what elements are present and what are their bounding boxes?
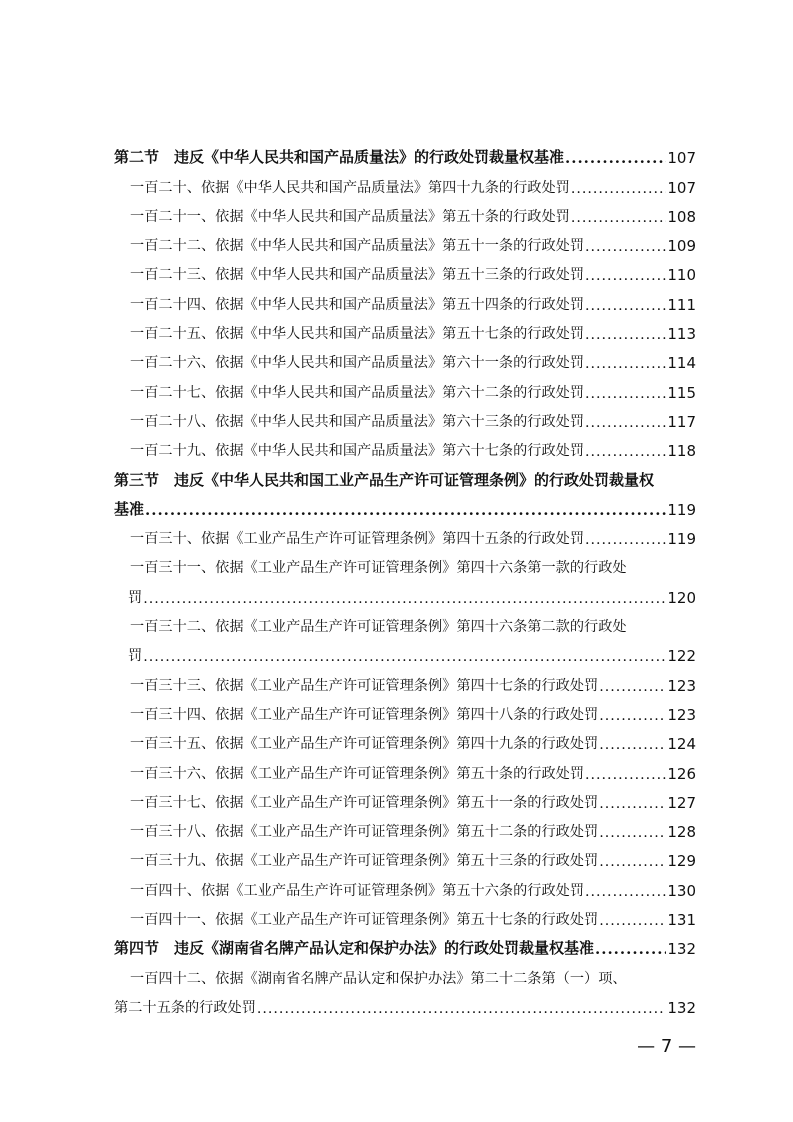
leader-dots bbox=[585, 298, 666, 314]
toc-entry-142-line2[interactable]: 第二十五条的行政处罚 ..... 132 bbox=[114, 988, 696, 1017]
page-ref: 128 bbox=[667, 823, 696, 842]
toc-entry[interactable]: 一百二十九、依据《中华人民共和国产品质量法》第六十七条的行政处罚 ..... 118 bbox=[114, 431, 696, 460]
page-ref: 111 bbox=[667, 295, 696, 314]
toc-section-3-line1[interactable]: 第三节 违反《中华人民共和国工业产品生产许可证管理条例》的行政处罚裁量权 bbox=[114, 470, 655, 489]
page-ref: 126 bbox=[667, 764, 696, 783]
toc-entry[interactable]: 一百三十、依据《工业产品生产许可证管理条例》第四十五条的行政处罚 ..... 119 bbox=[114, 519, 696, 548]
toc-entry[interactable]: 一百三十四、依据《工业产品生产许可证管理条例》第四十八条的行政处罚 ..... 123 bbox=[114, 695, 696, 724]
toc-entry-131-line2[interactable]: 罚 ..... 120 bbox=[114, 577, 696, 606]
page-ref: 109 bbox=[667, 237, 696, 256]
leader-dots bbox=[599, 796, 666, 812]
toc-entry[interactable]: 一百三十三、依据《工业产品生产许可证管理条例》第四十七条的行政处罚 ..... 123 bbox=[114, 665, 696, 694]
page-ref: 127 bbox=[667, 793, 696, 812]
page-ref: 118 bbox=[667, 442, 696, 461]
page-ref: 119 bbox=[667, 530, 696, 549]
leader-dots bbox=[595, 940, 666, 958]
leader-dots bbox=[585, 386, 666, 402]
page-ref: 107 bbox=[667, 178, 696, 197]
toc-entry-132-line2[interactable]: 罚 ..... 122 bbox=[114, 636, 696, 665]
leader-dots bbox=[585, 327, 666, 343]
leader-dots bbox=[585, 268, 666, 284]
toc-entry[interactable]: 一百二十三、依据《中华人民共和国产品质量法》第五十三条的行政处罚 ..... 110 bbox=[114, 255, 696, 284]
toc-section-heading[interactable]: 第二节 违反《中华人民共和国产品质量法》的行政处罚裁量权基准 ..... 107 bbox=[114, 138, 696, 167]
toc-entry[interactable]: 一百二十六、依据《中华人民共和国产品质量法》第六十一条的行政处罚 ..... 114 bbox=[114, 343, 696, 372]
toc-entry-131-line1[interactable]: 一百三十一、依据《工业产品生产许可证管理条例》第四十六条第一款的行政处 bbox=[130, 560, 627, 577]
toc-entry[interactable]: 一百三十七、依据《工业产品生产许可证管理条例》第五十一条的行政处罚 ..... 127 bbox=[114, 783, 696, 812]
leader-dots bbox=[585, 356, 666, 372]
page-ref: 131 bbox=[667, 911, 696, 930]
leader-dots bbox=[585, 532, 666, 548]
toc-entry-142-line1[interactable]: 一百四十二、依据《湖南省名牌产品认定和保护办法》第二十二条第（一）项、 bbox=[130, 970, 627, 987]
page-ref: 123 bbox=[667, 705, 696, 724]
toc-entry[interactable]: 一百四十、依据《工业产品生产许可证管理条例》第五十六条的行政处罚 ..... 130 bbox=[114, 870, 696, 899]
toc-entry[interactable]: 一百二十四、依据《中华人民共和国产品质量法》第五十四条的行政处罚 ..... 111 bbox=[114, 284, 696, 313]
toc-entry[interactable]: 一百二十二、依据《中华人民共和国产品质量法》第五十一条的行政处罚 ..... 109 bbox=[114, 226, 696, 255]
leader-dots bbox=[571, 181, 667, 197]
page-ref: 114 bbox=[667, 354, 696, 373]
page-ref: 107 bbox=[667, 149, 696, 168]
toc-entry-132-line1[interactable]: 一百三十二、依据《工业产品生产许可证管理条例》第四十六条第二款的行政处 bbox=[130, 619, 627, 636]
leader-dots bbox=[599, 708, 666, 724]
toc-entry[interactable]: 一百三十九、依据《工业产品生产许可证管理条例》第五十三条的行政处罚 ..... 129 bbox=[114, 841, 696, 870]
leader-dots bbox=[565, 149, 666, 167]
toc-entry[interactable]: 一百四十一、依据《工业产品生产许可证管理条例》第五十七条的行政处罚 ..... 131 bbox=[114, 900, 696, 929]
toc-entry[interactable]: 一百三十六、依据《工业产品生产许可证管理条例》第五十条的行政处罚 ..... 126 bbox=[114, 753, 696, 782]
leader-dots bbox=[599, 679, 666, 695]
page-number: — 7 — bbox=[637, 1036, 696, 1057]
leader-dots bbox=[599, 825, 666, 841]
page-ref: 123 bbox=[667, 676, 696, 695]
leader-dots bbox=[571, 210, 667, 226]
toc-entry[interactable]: 一百二十八、依据《中华人民共和国产品质量法》第六十三条的行政处罚 ..... 117 bbox=[114, 402, 696, 431]
page-ref: 113 bbox=[667, 325, 696, 344]
page-ref: 117 bbox=[667, 412, 696, 431]
page-ref: 115 bbox=[667, 383, 696, 402]
toc-entry[interactable]: 一百二十、依据《中华人民共和国产品质量法》第四十九条的行政处罚 ..... 107 bbox=[114, 167, 696, 196]
leader-dots bbox=[585, 415, 666, 431]
toc-entry[interactable]: 一百二十五、依据《中华人民共和国产品质量法》第五十七条的行政处罚 ..... 113 bbox=[114, 314, 696, 343]
table-of-contents bbox=[114, 138, 696, 1017]
page-ref: 124 bbox=[667, 735, 696, 754]
leader-dots bbox=[599, 737, 666, 753]
leader-dots bbox=[585, 884, 666, 900]
leader-dots bbox=[599, 854, 666, 870]
page-ref: 129 bbox=[667, 852, 696, 871]
page-ref: 110 bbox=[667, 266, 696, 285]
leader-dots bbox=[599, 913, 666, 929]
page-ref: 108 bbox=[667, 207, 696, 226]
toc-entry[interactable]: 一百二十一、依据《中华人民共和国产品质量法》第五十条的行政处罚 ..... 108 bbox=[114, 197, 696, 226]
page-ref: 132 bbox=[667, 940, 696, 959]
page-ref: 130 bbox=[667, 881, 696, 900]
toc-section-3-line2[interactable]: 基准 ..... 119 bbox=[114, 490, 696, 519]
toc-entry[interactable]: 一百三十五、依据《工业产品生产许可证管理条例》第四十九条的行政处罚 ..... 124 bbox=[114, 724, 696, 753]
toc-entry[interactable]: 一百三十八、依据《工业产品生产许可证管理条例》第五十二条的行政处罚 ..... 128 bbox=[114, 812, 696, 841]
leader-dots bbox=[585, 239, 666, 255]
toc-entry[interactable]: 一百二十七、依据《中华人民共和国产品质量法》第六十二条的行政处罚 ..... 115 bbox=[114, 372, 696, 401]
toc-section-heading[interactable]: 第四节 违反《湖南省名牌产品认定和保护办法》的行政处罚裁量权基准 ..... 132 bbox=[114, 929, 696, 958]
leader-dots bbox=[585, 767, 666, 783]
leader-dots bbox=[585, 444, 666, 460]
